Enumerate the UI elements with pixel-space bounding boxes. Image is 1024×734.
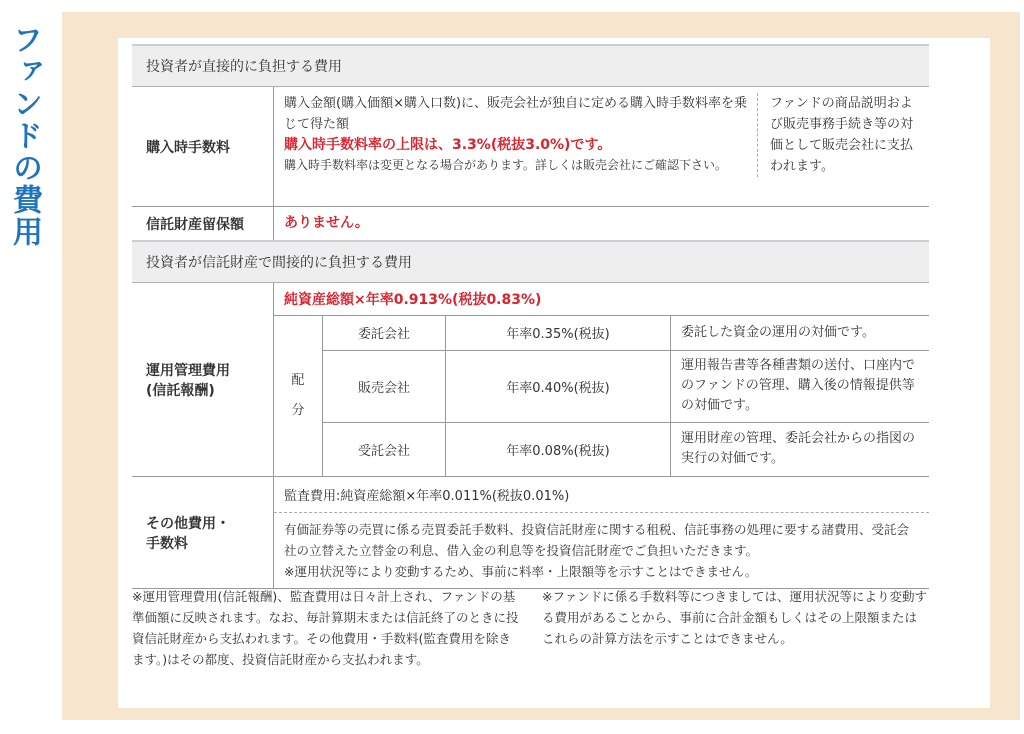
- purchase-fee-cell: [274, 87, 930, 207]
- allocation-party: 受託会社: [323, 422, 446, 476]
- other-fees-description: 有価証券等の売買に係る売買委託手数料、投資信託財産に関する租税、信託事務の処理に要する諸費用、受託会社の立替えた立替金の利息、借入金の利息等を投資信託財産でご負担いただきます。: [284, 522, 910, 558]
- allocation-role: 運用報告書等各種書類の送付、口座内でのファンドの管理、購入後の情報提供等の対価です。: [671, 350, 930, 422]
- footnote-right: ※ファンドに係る手数料等につきましては、運用状況等により変動する費用があることから、事前に合計金額もしくはその上限額またはこれらの計算方法を示すことはできません。: [542, 589, 927, 646]
- retention-cell: [274, 207, 930, 242]
- management-fee-label: [132, 283, 274, 477]
- page-side-title: ファンドの費用: [7, 24, 42, 248]
- allocation-party: 販売会社: [323, 350, 446, 422]
- other-fees-label: [132, 477, 274, 589]
- footnote-left: ※運用管理費用(信託報酬)、監査費用は日々計上され、ファンドの基準価額に反映されます。なお、毎計算期末または信託終了のときに投資信託財産から支払われます。その他費用・手数料(監査費用を除きます。)はその都度、投資信託財産から支払われます。: [132, 589, 519, 667]
- purchase-fee-highlight: 購入時手数料率の上限は、3.3%(税抜3.0%)です。: [284, 137, 612, 153]
- allocation-table: [274, 316, 929, 476]
- allocation-rate: 年率0.40%(税抜): [446, 350, 671, 422]
- allocation-label-char2: 分: [291, 403, 305, 418]
- other-fees-label-line2: 手数料: [146, 535, 188, 552]
- purchase-fee-note: 購入時手数料率は変更となる場合があります。詳しくは販売会社にご確認下さい。: [284, 158, 728, 172]
- allocation-label-char1: 配: [291, 373, 305, 388]
- management-fee-label-line2: (信託報酬): [146, 382, 215, 399]
- allocation-label: [274, 316, 323, 476]
- section-header-direct: 投資者が直接的に負担する費用: [132, 45, 929, 87]
- purchase-fee-text: 購入金額(購入価額×購入口数)に、販売会社が独自に定める購入時手数料率を乗じて得た額: [284, 96, 748, 132]
- management-fee-cell: [274, 283, 930, 477]
- other-fees-body: [274, 513, 929, 588]
- other-fees-cell: [274, 477, 930, 589]
- footnotes: [132, 586, 929, 670]
- allocation-rate: 年率0.08%(税抜): [446, 422, 671, 476]
- allocation-rate: 年率0.35%(税抜): [446, 316, 671, 350]
- retention-value: ありません。: [284, 215, 369, 231]
- management-fee-label-line1: 運用管理費用: [146, 362, 230, 379]
- allocation-role: 運用財産の管理、委託会社からの指図の実行の対価です。: [671, 422, 930, 476]
- purchase-fee-label: 購入時手数料: [132, 87, 274, 207]
- retention-label: 信託財産留保額: [132, 207, 274, 242]
- management-fee-total: 純資産総額×年率0.913%(税抜0.83%): [274, 283, 929, 316]
- content-panel: [62, 12, 1020, 720]
- allocation-role: 委託した資金の運用の対価です。: [671, 316, 930, 350]
- purchase-fee-side-text: ファンドの商品説明および販売事務手続き等の対価として販売会社に支払われます。: [770, 96, 914, 174]
- allocation-party: 委託会社: [323, 316, 446, 350]
- audit-fee-text: 監査費用:純資産総額×年率0.011%(税抜0.01%): [274, 477, 929, 513]
- other-fees-label-line1: その他費用・: [146, 515, 230, 532]
- section-header-indirect: 投資者が信託財産で間接的に負担する費用: [132, 241, 929, 283]
- fee-table: [132, 44, 929, 589]
- fee-card: [118, 38, 990, 708]
- other-fees-note: ※運用状況等により変動するため、事前に料率・上限額等を示すことはできません。: [284, 564, 758, 579]
